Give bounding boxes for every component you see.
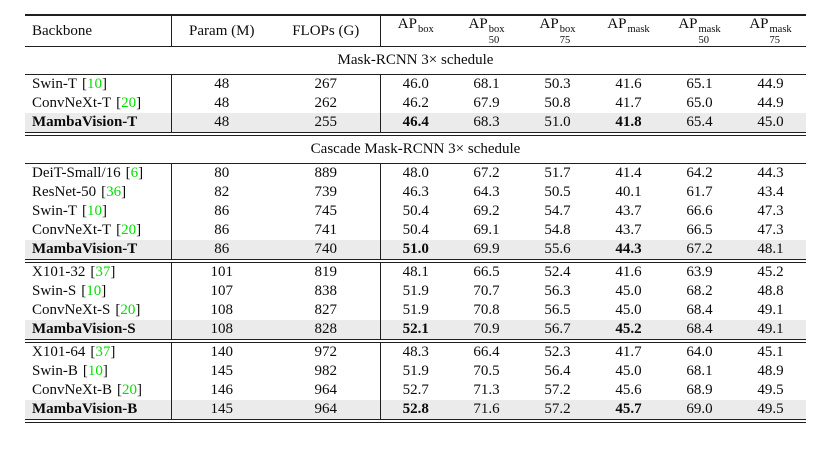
citation-link[interactable]: 10 [87, 76, 102, 92]
cell-ap-mask-50: 65.0 [686, 95, 713, 111]
cell-ap-mask-75: 44.3 [757, 165, 784, 181]
cell-ap-box: 46.3 [380, 183, 451, 202]
cell-ap-box: 48.0 [380, 164, 451, 184]
cite-bracket: [ [90, 344, 96, 360]
cell-ap-box-75: 56.7 [522, 320, 593, 339]
cell-ap-mask: 45.7 [593, 400, 664, 419]
cell-ap-mask-75: 48.9 [757, 363, 784, 379]
col-header-param: Param (M) [171, 15, 272, 47]
cell-flops: 827 [314, 302, 337, 318]
cell-ap-box-75: 54.8 [544, 222, 571, 238]
cell-ap-box-50: 69.2 [473, 203, 500, 219]
cell-ap-box-75: 56.4 [544, 363, 571, 379]
cell-ap-box-50: 67.9 [473, 95, 500, 111]
table-header-row [25, 15, 806, 47]
double-rule [25, 419, 806, 423]
cite-bracket: ] [102, 363, 108, 379]
cell-ap-box-50: 67.2 [473, 165, 500, 181]
cell-ap-box-50: 69.9 [451, 240, 522, 259]
cell-ap-mask-50: 66.5 [686, 222, 713, 238]
cell-ap-mask-50: 67.2 [664, 240, 735, 259]
cite-bracket: ] [137, 382, 142, 398]
cell-flops: 828 [272, 320, 380, 339]
table-row [25, 202, 806, 221]
table-row [25, 343, 806, 362]
benchmark-table-wrapper [25, 14, 806, 423]
cell-ap-mask-50: 64.0 [686, 344, 713, 360]
cell-flops: 819 [314, 264, 337, 280]
cell-ap-mask-75: 49.1 [757, 302, 784, 318]
cite-bracket: [ [116, 95, 122, 111]
cell-flops: 745 [314, 203, 337, 219]
section-header-cascade-mask-rcnn [25, 136, 806, 164]
cell-ap-box-75: 56.3 [544, 283, 571, 299]
cell-ap-mask-75: 43.4 [757, 184, 784, 200]
cell-ap-box-75: 50.8 [544, 95, 571, 111]
table-row [25, 183, 806, 202]
cell-ap-box-75: 57.2 [522, 400, 593, 419]
table-row-mambavision [25, 400, 806, 419]
cell-ap-box-75: 56.5 [544, 302, 571, 318]
cell-ap-box: 51.9 [380, 282, 451, 301]
cell-ap-mask: 41.7 [615, 95, 642, 111]
cell-backbone: Swin-S [10] [32, 283, 107, 299]
cell-ap-mask: 45.0 [615, 283, 642, 299]
cell-param: 108 [171, 320, 272, 339]
cite-bracket: [ [82, 76, 87, 92]
cell-ap-box: 52.7 [380, 381, 451, 400]
cell-backbone: X101-32 [37] [32, 264, 116, 280]
cell-ap-mask: 45.2 [593, 320, 664, 339]
cell-ap-box: 50.4 [380, 202, 451, 221]
cell-ap-mask: 41.4 [615, 165, 642, 181]
cell-param: 101 [171, 263, 272, 282]
cell-ap-box-50: 70.8 [473, 302, 500, 318]
cell-ap-box-50: 71.6 [451, 400, 522, 419]
cell-ap-box-50: 70.5 [473, 363, 500, 379]
cell-ap-box: 51.9 [380, 301, 451, 320]
cite-bracket: ] [135, 302, 141, 318]
cell-backbone: MambaVision-B [25, 400, 171, 419]
cell-flops: 741 [314, 222, 337, 238]
cell-ap-box-50: 64.3 [473, 184, 500, 200]
cell-backbone: MambaVision-S [25, 320, 171, 339]
table-row-mambavision [25, 320, 806, 339]
citation-link[interactable]: 37 [95, 344, 111, 360]
cell-param: 80 [171, 164, 272, 184]
cell-ap-box: 46.4 [380, 113, 451, 132]
cell-ap-mask-75: 48.8 [757, 283, 784, 299]
results-table [25, 14, 806, 423]
cell-ap-mask-50: 63.9 [686, 264, 713, 280]
cite-bracket: [ [125, 165, 131, 181]
citation-link[interactable]: 10 [87, 363, 103, 379]
cell-param: 48 [171, 113, 272, 132]
table-row [25, 263, 806, 282]
cell-ap-mask-50: 68.9 [686, 382, 713, 398]
cell-backbone: ResNet-50 [36] [32, 184, 127, 200]
cite-bracket: ] [136, 95, 142, 111]
cell-ap-mask-50: 68.2 [686, 283, 713, 299]
citation-link[interactable]: 37 [95, 264, 111, 280]
cell-ap-box-75: 51.0 [522, 113, 593, 132]
citation-link[interactable]: 36 [106, 184, 122, 200]
cell-flops: 982 [314, 363, 337, 379]
cell-param: 86 [171, 221, 272, 240]
cite-bracket: [ [81, 283, 87, 299]
cell-flops: 964 [314, 382, 337, 398]
cell-ap-mask: 41.7 [615, 344, 642, 360]
cell-ap-mask-50: 68.4 [664, 320, 735, 339]
cell-ap-mask-50: 64.2 [686, 165, 713, 181]
cite-bracket: ] [101, 283, 107, 299]
cell-ap-box-50: 71.3 [473, 382, 500, 398]
cell-backbone: ConvNeXt-T [20] [32, 222, 142, 238]
cell-flops: 739 [314, 184, 337, 200]
col-header-ap-mask-75: AP mask 75 [735, 15, 806, 47]
cite-bracket: [ [90, 264, 96, 280]
cell-backbone: Swin-T [10] [32, 203, 107, 219]
cell-ap-mask-75: 47.3 [757, 203, 784, 219]
col-header-flops: FLOPs (G) [272, 15, 380, 47]
cell-ap-box-50: 70.7 [473, 283, 500, 299]
cell-ap-box: 51.9 [380, 362, 451, 381]
cell-backbone: ConvNeXt-B [20] [32, 382, 142, 398]
cell-ap-mask-75: 44.9 [757, 76, 784, 92]
cell-ap-box-50: 66.4 [473, 344, 500, 360]
table-row [25, 94, 806, 113]
cell-param: 146 [171, 381, 272, 400]
table-row [25, 381, 806, 400]
cell-ap-mask-75: 45.0 [735, 113, 806, 132]
cell-ap-mask-75: 49.5 [735, 400, 806, 419]
cell-ap-mask: 45.0 [615, 302, 642, 318]
cell-ap-mask: 44.3 [593, 240, 664, 259]
cell-ap-box: 48.1 [380, 263, 451, 282]
citation-link[interactable]: 20 [122, 382, 137, 398]
cell-ap-mask-75: 44.9 [757, 95, 784, 111]
cell-backbone: ConvNeXt-S [20] [32, 302, 141, 318]
cell-ap-box-75: 52.3 [544, 344, 571, 360]
cell-ap-mask: 41.6 [615, 264, 642, 280]
cell-param: 48 [171, 94, 272, 113]
cell-ap-box-50: 69.1 [473, 222, 500, 238]
col-header-ap-box: AP box [380, 15, 451, 47]
cell-ap-mask-50: 65.1 [686, 76, 713, 92]
cell-ap-box-75: 54.7 [544, 203, 571, 219]
citation-link[interactable]: 20 [121, 95, 137, 111]
cell-ap-mask: 40.1 [615, 184, 642, 200]
col-header-backbone: Backbone [25, 15, 171, 47]
section-title: Cascade Mask-RCNN 3× schedule [25, 136, 806, 164]
cell-ap-box: 50.4 [380, 221, 451, 240]
cite-bracket: [ [82, 203, 87, 219]
cite-bracket: ] [110, 344, 116, 360]
cell-ap-box: 52.1 [380, 320, 451, 339]
section-header-mask-rcnn [25, 47, 806, 75]
cell-ap-box: 48.3 [380, 343, 451, 362]
cell-param: 145 [171, 362, 272, 381]
cell-param: 145 [171, 400, 272, 419]
cite-bracket: ] [102, 203, 107, 219]
cell-backbone: Swin-B [10] [32, 363, 108, 379]
cite-bracket: ] [110, 264, 116, 280]
table-row [25, 164, 806, 184]
cell-ap-box-75: 55.6 [522, 240, 593, 259]
cell-ap-mask: 43.7 [615, 222, 642, 238]
cell-ap-mask-50: 65.4 [664, 113, 735, 132]
cell-flops: 889 [314, 165, 337, 181]
cell-ap-box: 51.0 [380, 240, 451, 259]
cite-bracket: [ [82, 363, 88, 379]
cell-param: 86 [171, 240, 272, 259]
cell-backbone: DeiT-Small/16 [6] [32, 165, 144, 181]
citation-link[interactable]: 20 [121, 222, 137, 238]
cell-flops: 262 [314, 95, 337, 111]
table-bottom-rule [25, 419, 806, 423]
cell-flops: 740 [272, 240, 380, 259]
cell-ap-box-75: 51.7 [544, 165, 571, 181]
cite-bracket: [ [116, 222, 122, 238]
table-row [25, 362, 806, 381]
cell-ap-box-75: 50.3 [544, 76, 571, 92]
cell-ap-mask: 43.7 [615, 203, 642, 219]
citation-link[interactable]: 20 [120, 302, 136, 318]
cell-param: 82 [171, 183, 272, 202]
cell-ap-mask-75: 49.5 [757, 382, 784, 398]
cell-ap-mask: 41.8 [593, 113, 664, 132]
cell-ap-mask-75: 45.2 [757, 264, 784, 280]
cite-bracket: ] [138, 165, 144, 181]
cite-bracket: ] [121, 184, 127, 200]
cell-ap-mask: 45.6 [615, 382, 642, 398]
cell-ap-box-75: 52.4 [544, 264, 571, 280]
cell-ap-mask-50: 68.1 [686, 363, 713, 379]
citation-link[interactable]: 10 [86, 283, 102, 299]
cell-param: 48 [171, 75, 272, 95]
section-title: Mask-RCNN 3× schedule [25, 47, 806, 75]
cell-backbone: Swin-T [10] [32, 76, 107, 92]
table-row [25, 221, 806, 240]
cell-param: 86 [171, 202, 272, 221]
cell-backbone: ConvNeXt-T [20] [32, 95, 142, 111]
col-header-ap-box-50: AP box 50 [451, 15, 522, 47]
cell-ap-mask-75: 45.1 [757, 344, 784, 360]
cell-flops: 255 [272, 113, 380, 132]
cell-ap-mask-50: 61.7 [686, 184, 713, 200]
cell-flops: 972 [314, 344, 337, 360]
cell-param: 107 [171, 282, 272, 301]
cell-ap-box-50: 68.3 [451, 113, 522, 132]
cite-bracket: [ [117, 382, 122, 398]
col-header-ap-box-75: AP box 75 [522, 15, 593, 47]
cell-param: 140 [171, 343, 272, 362]
cell-ap-mask-50: 69.0 [664, 400, 735, 419]
cell-ap-box: 46.2 [380, 94, 451, 113]
cell-ap-box-50: 70.9 [451, 320, 522, 339]
cell-ap-box: 52.8 [380, 400, 451, 419]
cite-bracket: ] [136, 222, 142, 238]
cell-ap-mask: 41.6 [615, 76, 642, 92]
cell-ap-mask: 45.0 [615, 363, 642, 379]
table-row [25, 301, 806, 320]
cell-flops: 964 [272, 400, 380, 419]
cell-ap-box-50: 68.1 [473, 76, 500, 92]
cite-bracket: [ [101, 184, 107, 200]
cell-ap-mask-50: 68.4 [686, 302, 713, 318]
col-header-ap-mask: AP mask [593, 15, 664, 47]
col-header-ap-mask-50: AP mask 50 [664, 15, 735, 47]
table-row [25, 75, 806, 95]
cell-ap-mask-75: 49.1 [735, 320, 806, 339]
cell-ap-box: 46.0 [380, 75, 451, 95]
cell-backbone: MambaVision-T [25, 113, 171, 132]
cell-ap-box-50: 66.5 [473, 264, 500, 280]
citation-link[interactable]: 10 [87, 203, 102, 219]
cell-ap-mask-75: 47.3 [757, 222, 784, 238]
cite-bracket: [ [115, 302, 121, 318]
table-row [25, 282, 806, 301]
cell-backbone: X101-64 [37] [32, 344, 116, 360]
cell-ap-box-75: 57.2 [544, 382, 571, 398]
table-row-mambavision [25, 113, 806, 132]
cell-ap-mask-75: 48.1 [735, 240, 806, 259]
citation-link[interactable]: 6 [130, 165, 139, 181]
cell-flops: 838 [314, 283, 337, 299]
cite-bracket: ] [102, 76, 107, 92]
cell-ap-mask-50: 66.6 [686, 203, 713, 219]
cell-backbone: MambaVision-T [25, 240, 171, 259]
cell-flops: 267 [314, 76, 337, 92]
table-row-mambavision [25, 240, 806, 259]
cell-param: 108 [171, 301, 272, 320]
cell-ap-box-75: 50.5 [544, 184, 571, 200]
